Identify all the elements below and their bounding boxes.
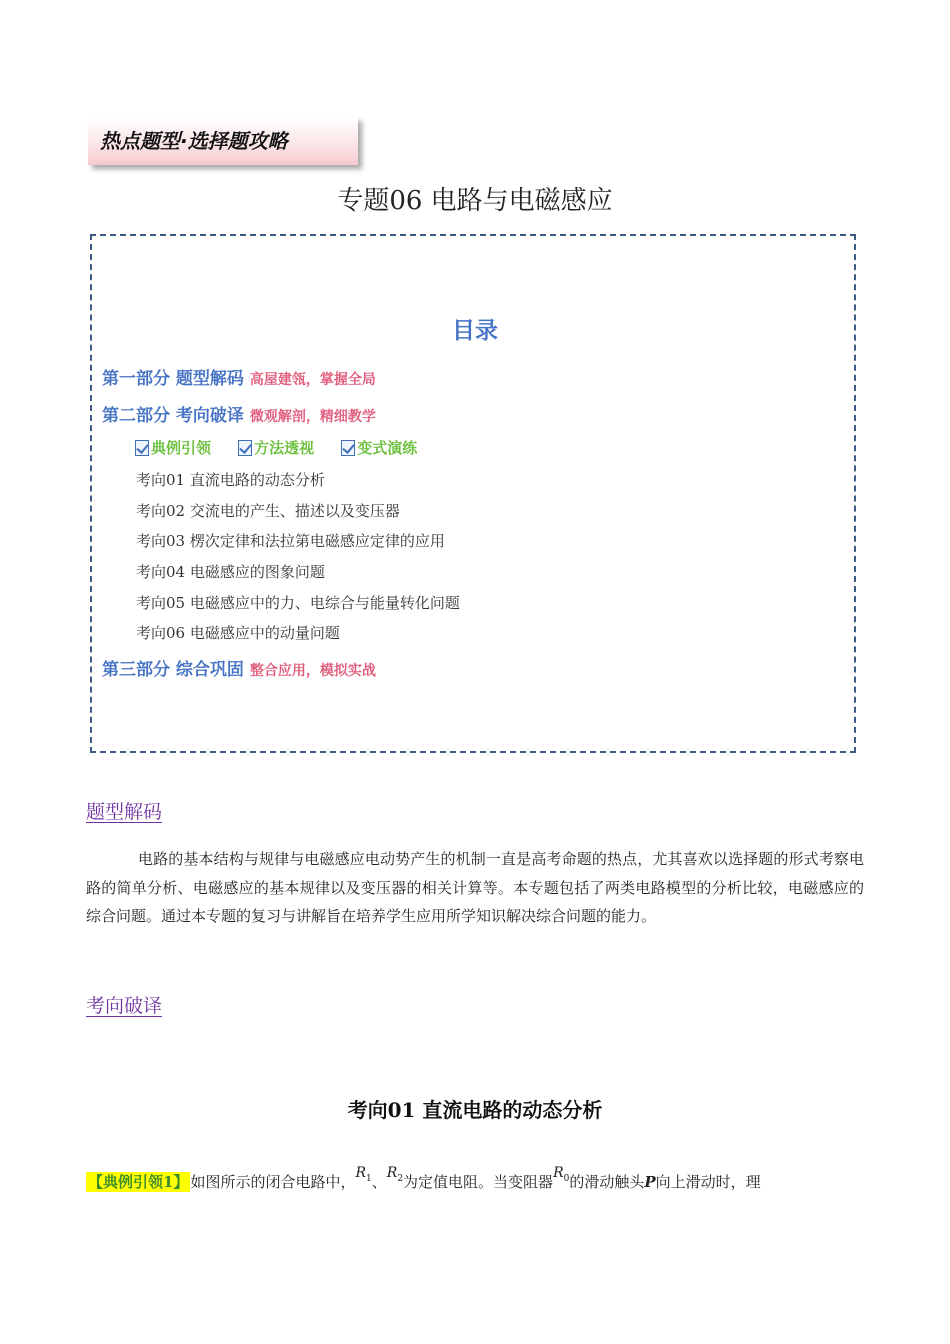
tab-exercises[interactable]: 变式演练: [341, 437, 417, 458]
example-tag: 【典例引领1】: [88, 1173, 189, 1191]
toc-part-1-slogan: 高屋建瓴，掌握全局: [249, 372, 376, 388]
toc-item[interactable]: 考向03 楞次定律和法拉第电磁感应定律的应用: [136, 532, 445, 550]
variable-r0: $R_0$: [553, 1165, 570, 1184]
toc-part-2-title: 第二部分 考向破译: [102, 406, 244, 426]
intro-paragraph: 电路的基本结构与规律与电磁感应电动势产生的机制一直是高考命题的热点，尤其喜欢以选择题的形式考察电路的简单分析、电磁感应的基本规律以及变压器的相关计算等。本专题包括了两类电路模型的分析比较，电磁感应的综合问题。通过本专题的复习与讲解旨在培养学生应用所学知识解决综合问题的能力。: [86, 850, 864, 925]
toc-part-2-slogan: 微观解剖，精细教学: [249, 409, 376, 425]
toc-part-3[interactable]: [102, 655, 376, 680]
toc-part-1[interactable]: [102, 364, 376, 389]
toc-heading: 目录: [452, 318, 498, 344]
toc-item[interactable]: 考向05 电磁感应中的力、电综合与能量转化问题: [136, 594, 460, 612]
toc-part-1-title: 第一部分 题型解码: [102, 369, 244, 389]
toc-item[interactable]: 考向06 电磁感应中的动量问题: [136, 624, 340, 642]
subsection-title: 考向01 直流电路的动态分析: [347, 1098, 603, 1122]
variable-r1: $R_1$: [355, 1165, 372, 1184]
toc-item[interactable]: 考向02 交流电的产生、描述以及变压器: [136, 502, 400, 520]
section-heading-analysis[interactable]: 考向破译: [86, 995, 163, 1017]
variable-p: P: [644, 1173, 656, 1191]
toc-tabs: [135, 437, 439, 460]
topic-banner: [88, 117, 358, 165]
variable-r2: $R_2$: [386, 1165, 404, 1184]
section-heading-decode[interactable]: 题型解码: [86, 801, 163, 823]
tab-methods[interactable]: 方法透视: [238, 437, 314, 458]
banner-text: 热点题型·选择题攻略: [100, 129, 288, 153]
toc-item[interactable]: 考向04 电磁感应的图象问题: [136, 563, 325, 581]
toc-part-2[interactable]: [102, 401, 376, 426]
checkbox-icon: [238, 440, 252, 456]
toc-part-3-title: 第三部分 综合巩固: [102, 660, 244, 680]
toc-item[interactable]: 考向01 直流电路的动态分析: [136, 471, 325, 489]
document-title: 专题06 电路与电磁感应: [337, 186, 613, 216]
tab-examples[interactable]: 典例引领: [135, 437, 211, 458]
toc-part-3-slogan: 整合应用，模拟实战: [249, 663, 376, 679]
checkbox-icon: [341, 440, 355, 456]
example-line: 【典例引领1】 如图所示的闭合电路中，$R_1$、$R_2$为定值电阻。当变阻器$R_0$的滑动触头P向上滑动时，理: [88, 1165, 761, 1191]
checkbox-icon: [135, 440, 149, 456]
